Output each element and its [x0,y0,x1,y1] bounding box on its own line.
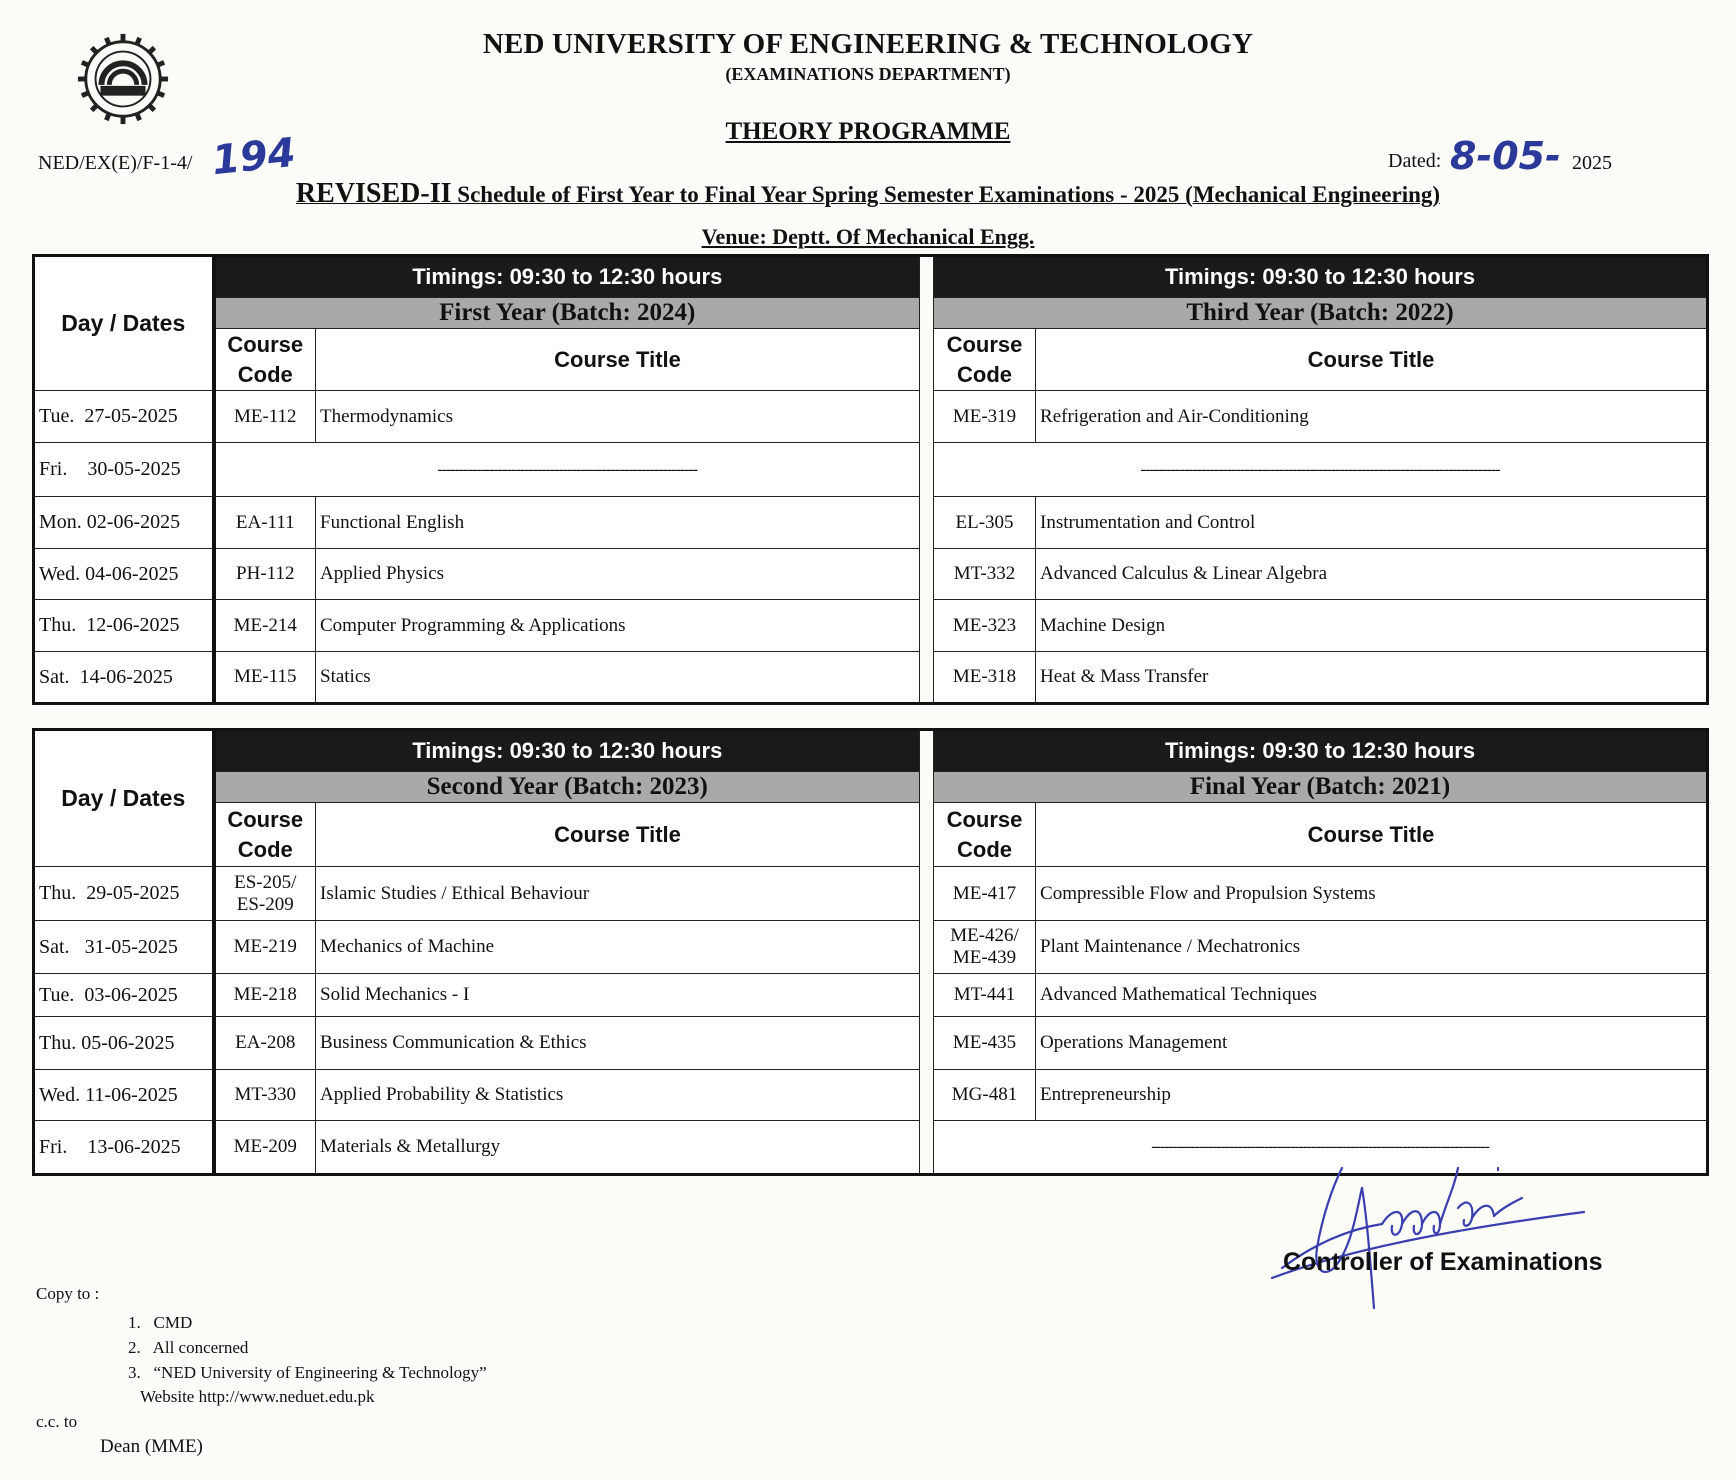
course-title: Computer Programming & Applications [316,600,920,652]
batch-right: Third Year (Batch: 2022) [934,298,1708,329]
timings-right: Timings: 09:30 to 12:30 hours [934,256,1708,298]
venue: Venue: Deptt. Of Mechanical Engg. [701,224,1035,249]
course-code: ME-214 [214,600,316,652]
reference-handwritten: 194 [209,129,298,185]
no-exam-dash: ------------------------------------------------------------------------------ [934,1121,1708,1175]
course-code-header: Course Code [214,329,316,391]
list-item: 2. All concerned [128,1338,249,1357]
dated-label: Dated: [1388,150,1442,172]
course-title: Applied Physics [316,549,920,600]
course-code: ME-218 [214,974,316,1017]
course-code: ME-112 [214,391,316,443]
table-row [34,600,1708,652]
course-code: EL-305 [934,497,1036,549]
website: Website http://www.neduet.edu.pk [140,1387,375,1406]
course-code: EA-111 [214,497,316,549]
timings-left: Timings: 09:30 to 12:30 hours [214,256,920,298]
table-row [34,867,1708,921]
schedule-title [0,178,1736,210]
copy-to-block [36,1284,487,1407]
department-name: (EXAMINATIONS DEPARTMENT) [725,64,1011,84]
course-code: ME-417 [934,867,1036,921]
day-date: Tue. 03-06-2025 [34,974,214,1017]
course-code: MT-441 [934,974,1036,1017]
course-code-header: Course Code [934,329,1036,391]
course-code-header: Course Code [934,803,1036,867]
day-date: Thu. 12-06-2025 [34,600,214,652]
course-title: Machine Design [1036,600,1708,652]
course-code-header: Course Code [214,803,316,867]
timings-right: Timings: 09:30 to 12:30 hours [934,730,1708,772]
day-date: Thu. 29-05-2025 [34,867,214,921]
course-title: Materials & Metallurgy [316,1121,920,1175]
cc-to-label: c.c. to [36,1412,78,1431]
table-row [34,652,1708,704]
course-code: EA-208 [214,1017,316,1070]
course-title: Instrumentation and Control [1036,497,1708,549]
course-code: ME-323 [934,600,1036,652]
course-code: ES-205/ ES-209 [214,867,316,921]
batch-right: Final Year (Batch: 2021) [934,772,1708,803]
day-date: Sat. 31-05-2025 [34,921,214,974]
list-item: 1. CMD [128,1313,193,1332]
course-title: Statics [316,652,920,704]
dated-handwritten: 8-05- [1450,134,1561,178]
copy-to-label: Copy to : [36,1284,100,1303]
day-date: Thu. 05-06-2025 [34,1017,214,1070]
table-row [34,974,1708,1017]
course-code: ME-318 [934,652,1036,704]
batch-left: First Year (Batch: 2024) [214,298,920,329]
course-title: Solid Mechanics - I [316,974,920,1017]
course-code: MT-330 [214,1070,316,1121]
day-dates-header: Day / Dates [34,730,214,867]
list-item: 3. “NED University of Engineering & Technology” [128,1363,487,1382]
course-code: PH-112 [214,549,316,600]
university-name: NED UNIVERSITY OF ENGINEERING & TECHNOLOGY [482,28,1254,60]
day-dates-header: Day / Dates [34,256,214,391]
course-code: ME-115 [214,652,316,704]
day-date: Mon. 02-06-2025 [34,497,214,549]
course-code: MT-332 [934,549,1036,600]
course-title-header: Course Title [316,803,920,867]
course-title: Mechanics of Machine [316,921,920,974]
course-title-header: Course Title [1036,803,1708,867]
table-row [34,1070,1708,1121]
dated-year: 2025 [1572,152,1612,174]
schedule-table-top [32,254,1709,705]
table-row [34,549,1708,600]
schedule-table-bottom [32,728,1709,1176]
course-title: Plant Maintenance / Mechatronics [1036,921,1708,974]
table-gap [920,256,934,704]
course-code: ME-209 [214,1121,316,1175]
course-title-header: Course Title [1036,329,1708,391]
day-date: Wed. 11-06-2025 [34,1070,214,1121]
table-row [34,1017,1708,1070]
course-title: Entrepreneurship [1036,1070,1708,1121]
table-row [34,497,1708,549]
course-code: ME-219 [214,921,316,974]
course-title: Applied Probability & Statistics [316,1070,920,1121]
course-title: Refrigeration and Air-Conditioning [1036,391,1708,443]
title-rest: Schedule of First Year to Final Year Spring Semester Examinations - 2025 (Mechanical Engineering) [451,182,1441,207]
no-exam-dash: ------------------------------------------------------------ [214,443,920,497]
table-row [34,391,1708,443]
batch-left: Second Year (Batch: 2023) [214,772,920,803]
signature-mark [1262,1128,1608,1318]
course-title: Operations Management [1036,1017,1708,1070]
table-row [34,921,1708,974]
course-title: Functional English [316,497,920,549]
course-title: Advanced Mathematical Techniques [1036,974,1708,1017]
course-code: ME-319 [934,391,1036,443]
course-code: MG-481 [934,1070,1036,1121]
no-exam-dash: ----------------------------------------------------------------------------------- [934,443,1708,497]
day-date: Wed. 04-06-2025 [34,549,214,600]
day-date: Sat. 14-06-2025 [34,652,214,704]
timings-left: Timings: 09:30 to 12:30 hours [214,730,920,772]
table-gap [920,730,934,1175]
title-prefix: REVISED-II [295,178,452,209]
course-title: Advanced Calculus & Linear Algebra [1036,549,1708,600]
course-title: Thermodynamics [316,391,920,443]
course-title: Compressible Flow and Propulsion Systems [1036,867,1708,921]
table-row [34,443,1708,497]
cc-recipient: Dean (MME) [100,1436,203,1457]
course-title-header: Course Title [316,329,920,391]
programme-title: THEORY PROGRAMME [725,118,1011,145]
course-code: ME-435 [934,1017,1036,1070]
reference-number: NED/EX(E)/F-1-4/ [38,152,193,174]
day-date: Fri. 13-06-2025 [34,1121,214,1175]
day-date: Tue. 27-05-2025 [34,391,214,443]
course-code: ME-426/ ME-439 [934,921,1036,974]
course-title: Islamic Studies / Ethical Behaviour [316,867,920,921]
day-date: Fri. 30-05-2025 [34,443,214,497]
course-title: Business Communication & Ethics [316,1017,920,1070]
course-title: Heat & Mass Transfer [1036,652,1708,704]
controller-of-examinations: Controller of Examinations [1283,1248,1603,1276]
